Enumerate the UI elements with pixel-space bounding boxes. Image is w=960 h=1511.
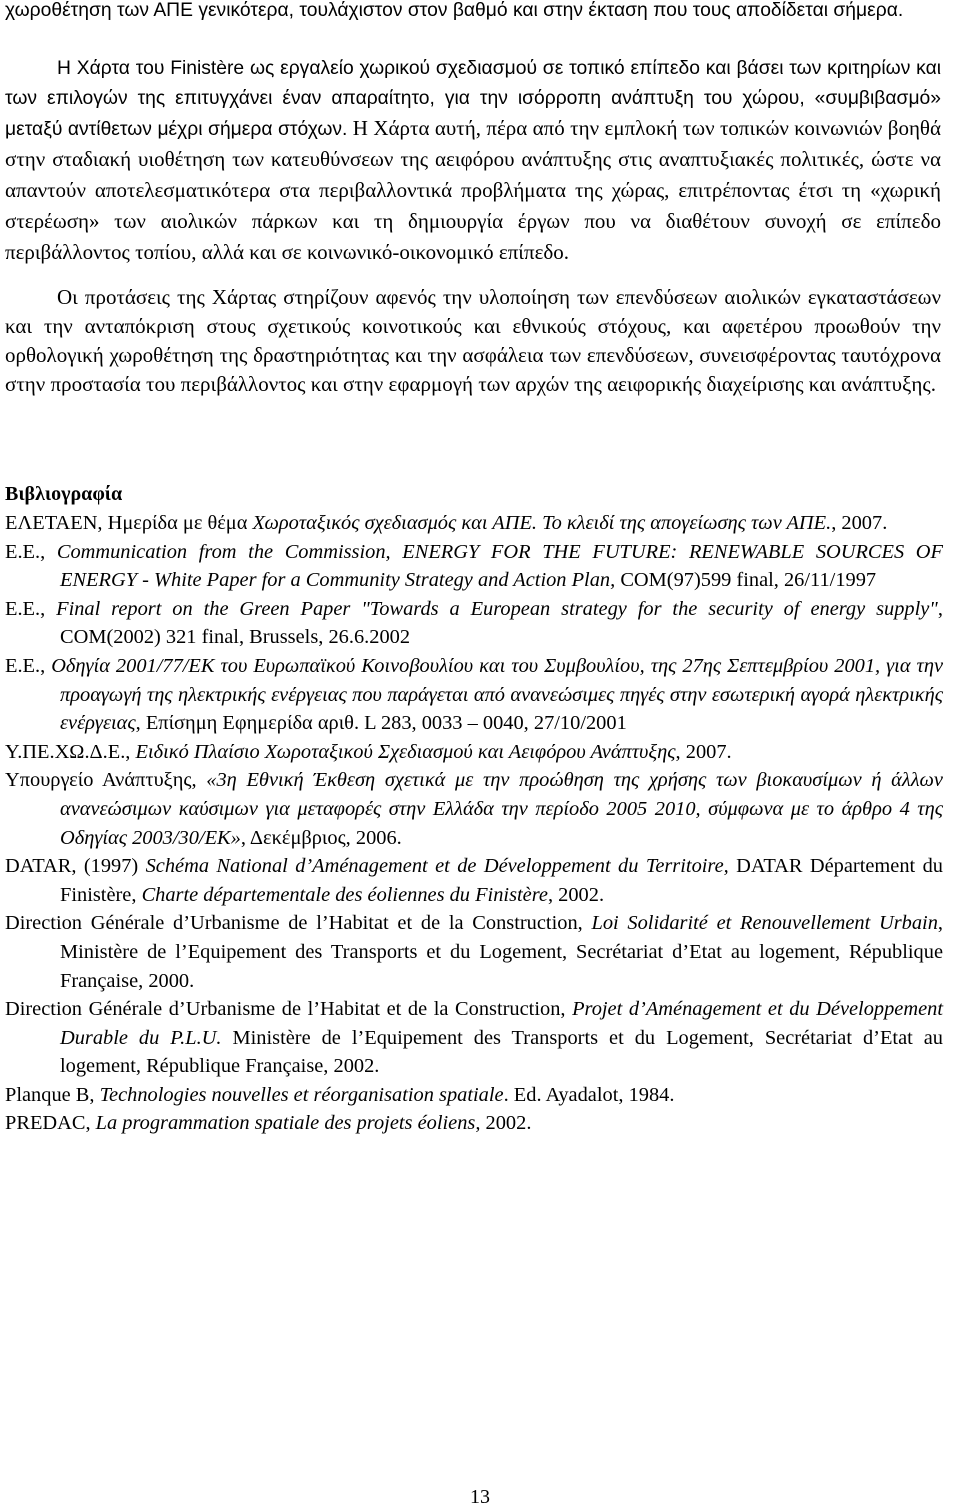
paragraph-charter-sans-part: Η Χάρτα του Finistère ως εργαλείο χωρικού σχεδιασμού σε τοπικό επίπεδο και βάσει των κριτηρίων και των επιλογών της επιτυγχάνει έναν απαραίτητο, για την ισόρροπη ανάπτυξη του χώρου, «συμβιβασμό» μεταξύ αντίθετων μέχρι σήμερα στόχων. [5,58,941,140]
reference-item: DATAR, (1997) Schéma National d’Aménagement et de Développement du Territoire, DATAR Département du Finistère, Charte départementale des éoliennes du Finistère, 2002. [5,855,943,906]
paragraph-continuation: χωροθέτηση των ΑΠΕ γενικότερα, τουλάχιστον στον βαθμό και στην έκταση που τους αποδίδεται σήμερα. [5,0,904,21]
reference-item: E.E., Οδηγία 2001/77/ΕΚ του Ευρωπαϊκού Κοινοβουλίου και του Συμβουλίου, της 27ης Σεπτεμβρίου 2001, για την προαγωγή της ηλεκτρικής ενέργειας που παράγεται από ανανεώσιμες πηγές στην εσωτερική αγορά ηλεκτρικής ενέργειας, Επίσημη Εφημερίδα αριθ. L 283, 0033 – 0040, 27/10/2001 [5,654,943,735]
reference-item: Υπουργείο Ανάπτυξης, «3η Εθνική Έκθεση σχετικά με την προώθηση της χρήσης των βιοκαυσίμων ή άλλων ανανεώσιμων καύσιμων για μεταφορές στην Ελλάδα την περίοδο 2005 2010, σύμφωνα με το άρθρο 4 της Οδηγίας 2003/30/ΕΚ», Δεκέμβριος, 2006. [5,769,943,849]
reference-item: ΕΛΕΤΑΕΝ, Ημερίδα με θέμα Χωροταξικός σχεδιασμός και ΑΠΕ. Το κλειδί της απογείωσης των ΑΠΕ., 2007. [5,512,888,534]
reference-item: Direction Générale d’Urbanisme de l’Habitat et de la Construction, Loi Solidarité et Renouvellement Urbain, Ministère de l’Equipement des Transports et du Logement, Secrétariat d’Etat au logement, République Française, 2000. [5,912,943,992]
paragraph-charter [5,54,941,269]
page-number: 13 [470,1486,490,1508]
bibliography-heading: Βιβλιογραφία [5,483,123,505]
bibliography-list [5,509,943,1138]
reference-item: E.E., Communication from the Commission, ENERGY FOR THE FUTURE: RENEWABLE SOURCES OF ENERGY - White Paper for a Community Strategy and Action Plan, COM(97)599 final, 26/11/1997 [5,540,943,592]
reference-item: E.E., Final report on the Green Paper "Towards a European strategy for the security of energy supply", COM(2002) 321 final, Brussels, 26.6.2002 [5,597,943,649]
reference-item: Planque B, Technologies nouvelles et réorganisation spatiale. Ed. Ayadalot, 1984. [5,1083,675,1106]
reference-item: Direction Générale d’Urbanisme de l’Habitat et de la Construction, Projet d’Aménagement et du Développement Durable du P.L.U. Ministère de l’Equipement des Transports et du Logement, Secrétariat d’Etat au logement, République Française, 2002. [5,998,943,1078]
reference-item: Υ.ΠΕ.ΧΩ.Δ.Ε., Ειδικό Πλαίσιο Χωροταξικού Σχεδιασμού και Αειφόρου Ανάπτυξης, 2007. [5,740,732,763]
paragraph-charter-serif-part: Η Χάρτα αυτή, πέρα από την εμπλοκή των τοπικών κοινωνιών βοηθά στην σταδιακή υιοθέτηση των κατευθύνσεων της αειφόρου ανάπτυξης στις αναπτυξιακές πολιτικές, ώστε να απαντούν αποτελεσματικότερα στα περιβαλλοντικά προβλήματα της χώρας, επιτρέποντας έτσι τη «χωρική στερέωση» των αιολικών πάρκων και τη δημιουργία έργων που να διαθέτουν συνοχή σε επίπεδο περιβάλλοντος τοπίου, αλλά και σε κοινωνικό-οικονομικό επίπεδο. [5,116,941,264]
paragraph-proposals: Οι προτάσεις της Χάρτας στηρίζουν αφενός την υλοποίηση των επενδύσεων αιολικών εγκαταστάσεων και την ανταπόκριση στους σχετικούς κοινοτικούς και εθνικούς στόχους, και αφετέρου προωθούν την ορθολογική χωροθέτηση της δραστηριότητας και την ασφάλεια των επενδύσεων, συνεισφέροντας ταυτόχρονα στην προστασία του περιβάλλοντος και στην εφαρμογή των αρχών της αειφορικής διαχείρισης και ανάπτυξης. [5,285,941,396]
reference-item: PREDAC, La programmation spatiale des projets éoliens, 2002. [5,1112,532,1135]
